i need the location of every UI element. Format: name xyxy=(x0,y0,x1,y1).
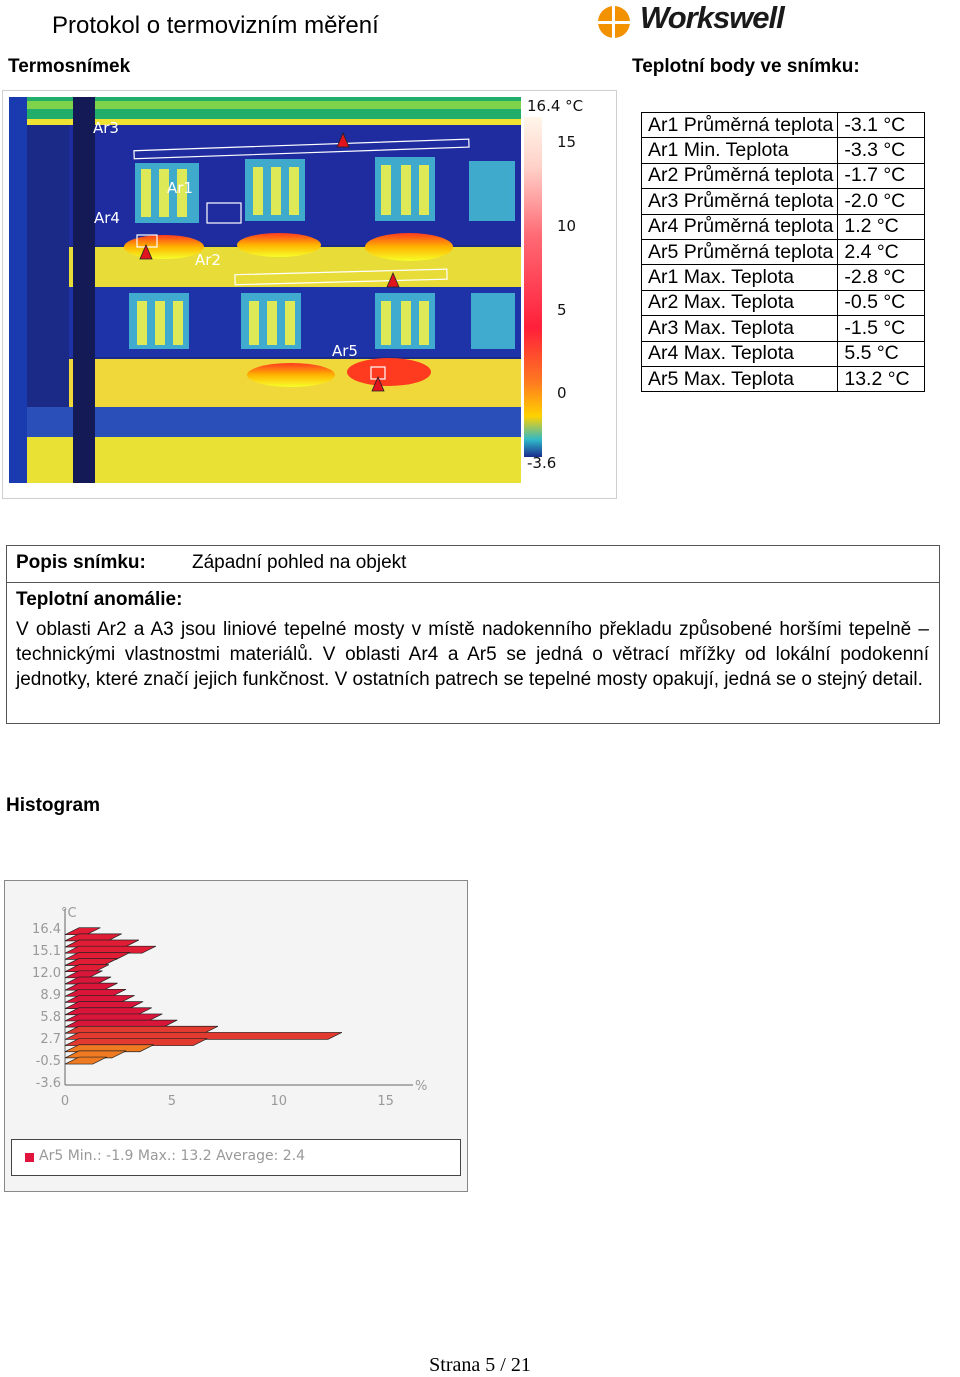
x-unit-label: % xyxy=(415,1079,428,1094)
point-label: Ar3 Průměrná teplota xyxy=(642,189,838,214)
popis-label: Popis snímku: xyxy=(16,552,146,573)
x-tick-label: 5 xyxy=(167,1094,177,1109)
point-label: Ar1 Max. Teplota xyxy=(642,265,838,290)
point-value: 2.4 °C xyxy=(838,239,925,264)
point-label: Ar4 Průměrná teplota xyxy=(642,214,838,239)
temperature-row xyxy=(642,341,925,366)
y-tick-label: 8.9 xyxy=(40,988,61,1003)
y-tick-label: 16.4 xyxy=(32,922,61,937)
temperature-row xyxy=(642,265,925,290)
point-value: -1.5 °C xyxy=(838,316,925,341)
temperature-scale-bar xyxy=(524,117,542,457)
temperature-row xyxy=(642,239,925,264)
area-label-ar3: Ar3 xyxy=(93,119,119,137)
point-value: -3.3 °C xyxy=(838,138,925,163)
temperature-row xyxy=(642,113,925,138)
temperature-row xyxy=(642,366,925,391)
y-tick-label: -3.6 xyxy=(35,1076,61,1091)
temperature-row xyxy=(642,138,925,163)
point-label: Ar2 Max. Teplota xyxy=(642,290,838,315)
point-label: Ar2 Průměrná teplota xyxy=(642,163,838,188)
point-label: Ar1 Průměrná teplota xyxy=(642,113,838,138)
popis-value: Západní pohled na objekt xyxy=(192,552,407,573)
temperature-row xyxy=(642,316,925,341)
point-label: Ar4 Max. Teplota xyxy=(642,341,838,366)
scale-tick-5: 5 xyxy=(557,301,567,319)
area-label-ar4: Ar4 xyxy=(94,209,120,227)
thermal-image[interactable] xyxy=(9,97,521,483)
legend-text: Ar5 Min.: -1.9 Max.: 13.2 Average: 2.4 xyxy=(39,1148,306,1164)
area-label-ar2: Ar2 xyxy=(195,251,221,269)
scale-max-label: 16.4 °C xyxy=(527,97,584,115)
histogram-heading: Histogram xyxy=(6,795,100,816)
document-title: Protokol o termovizním měření xyxy=(52,12,379,39)
point-value: -0.5 °C xyxy=(838,290,925,315)
histogram-panel xyxy=(4,880,468,1192)
point-value: -1.7 °C xyxy=(838,163,925,188)
x-tick-label: 0 xyxy=(60,1094,70,1109)
logo-text: Workswell xyxy=(640,0,784,35)
point-label: Ar5 Průměrná teplota xyxy=(642,239,838,264)
point-label: Ar3 Max. Teplota xyxy=(642,316,838,341)
thermogram-heading: Termosnímek xyxy=(8,56,131,77)
temperature-points-table xyxy=(641,112,925,392)
point-label: Ar1 Min. Teplota xyxy=(642,138,838,163)
scale-min-label: -3.6 xyxy=(527,454,557,472)
legend-swatch xyxy=(25,1153,34,1162)
y-tick-label: 12.0 xyxy=(32,966,61,981)
point-value: 5.5 °C xyxy=(838,341,925,366)
page-number: Strana 5 / 21 xyxy=(429,1354,531,1376)
area-label-ar5: Ar5 xyxy=(332,342,358,360)
area-label-ar1: Ar1 xyxy=(167,179,193,197)
histogram-legend xyxy=(11,1139,461,1176)
anomalie-text: V oblasti Ar2 a A3 jsou liniové tepelné mosty v místě nadokenního překladu způsobené horšími tepelně – technickými vlastnostmi materiálů. V oblasti Ar4 a Ar5 se jedná o větrací mřížky od lokální podokenní jednotky, které značí jejich funkčnost. V ostatních patrech se tepelné mosty opakují, jedná se o stejný detail. xyxy=(16,619,929,690)
histogram-chart xyxy=(5,881,467,1133)
scale-tick-0: 0 xyxy=(557,384,567,402)
point-value: 1.2 °C xyxy=(838,214,925,239)
temperature-row xyxy=(642,189,925,214)
description-box xyxy=(6,545,940,724)
x-tick-label: 15 xyxy=(377,1094,394,1109)
workswell-logo xyxy=(596,2,856,38)
point-value: -3.1 °C xyxy=(838,113,925,138)
point-value: 13.2 °C xyxy=(838,366,925,391)
point-value: -2.0 °C xyxy=(838,189,925,214)
logo-mark-icon xyxy=(596,2,640,38)
temperature-row xyxy=(642,214,925,239)
temperature-row xyxy=(642,290,925,315)
scale-tick-15: 15 xyxy=(557,133,577,151)
y-unit-label: °C xyxy=(61,906,77,921)
scale-tick-10: 10 xyxy=(557,217,577,235)
y-tick-label: 5.8 xyxy=(40,1010,61,1025)
anomalie-label: Teplotní anomálie: xyxy=(16,589,183,610)
point-label: Ar5 Max. Teplota xyxy=(642,366,838,391)
points-heading: Teplotní body ve snímku: xyxy=(632,56,860,77)
description-divider xyxy=(7,582,939,583)
point-value: -2.8 °C xyxy=(838,265,925,290)
y-tick-label: -0.5 xyxy=(35,1054,61,1069)
temperature-row xyxy=(642,163,925,188)
y-tick-label: 2.7 xyxy=(40,1032,61,1047)
y-tick-label: 15.1 xyxy=(32,944,61,959)
x-tick-label: 10 xyxy=(270,1094,288,1109)
thermogram-panel xyxy=(2,90,617,499)
